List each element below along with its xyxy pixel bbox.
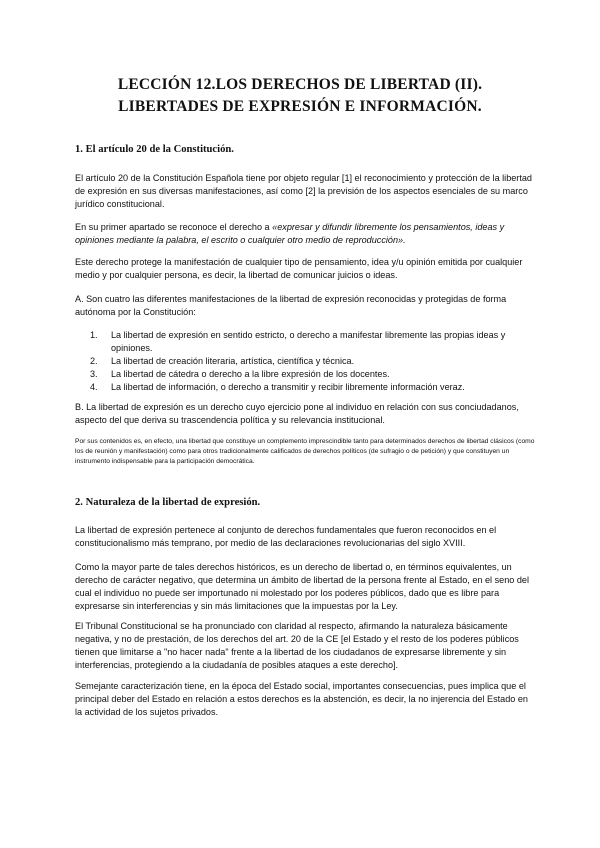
- section-2-paragraph-2: Como la mayor parte de tales derechos históricos, es un derecho de libertad o, en términos equivalentes, un derecho de carácter negativo, que determina un ámbito de libertad de la persona frente al Estado, en el seno del cual el individuo no puede ser importunado ni molestado por los poderes públicos, dado que es libre para expresarse sin interferencias y sin más limitaciones que la impuestas por la Ley.: [75, 562, 529, 611]
- lesson-title: [40, 74, 560, 118]
- constitutional-quote: «expresar y difundir libremente los pensamientos, ideas y opiniones mediante la palabra, el escrito o cualquier otro medio de reproducción».: [75, 222, 505, 245]
- list-item: 3. La libertad de cátedra o derecho a la libre expresión de los docentes.: [90, 369, 390, 379]
- section-2-paragraph-1: La libertad de expresión pertenece al conjunto de derechos fundamentales que fueron reconocidos en el constitucionalismo más temprano, por medio de las declaraciones revolucionarias del siglo XVIII.: [75, 525, 497, 548]
- section-1-paragraph-1: El artículo 20 de la Constitución Española tiene por objeto regular [1] el reconocimiento y protección de la libertad de expresión en sus diversas manifestaciones, así como [2] la previsión de los aspectos esenciales de su marco jurídico constitucional.: [75, 173, 532, 209]
- section-2-paragraph-3: El Tribunal Constitucional se ha pronunciado con claridad al respecto, afirmando la naturaleza básicamente negativa, y no de prestación, de los derechos del art. 20 de la CE [el Estado y el resto de los poderes públicos tienen que limitarse a "no hacer nada" frente a la libertad de los ciudadanos de expresarse libremente y sin interferencias, protegiendo a la ciudadanía de posibles ataques a este derecho].: [75, 621, 519, 670]
- section-2-heading: 2. Naturaleza de la libertad de expresión.: [75, 497, 261, 508]
- section-2-paragraph-4: Semejante caracterización tiene, en la época del Estado social, importantes consecuencias, pues implica que el principal deber del Estado en relación a estos derechos es la abstención, es decir, la no injerencia del Estado en la actividad de los sujetos privados.: [75, 681, 528, 717]
- manifestations-list: [90, 329, 535, 394]
- section-1-heading: 1. El artículo 20 de la Constitución.: [75, 144, 234, 155]
- list-item: 2. La libertad de creación literaria, artística, científica y técnica.: [90, 356, 355, 366]
- list-item: 4. La libertad de información, o derecho a transmitir y recibir libremente información veraz.: [90, 382, 465, 392]
- title-line-2: LIBERTADES DE EXPRESIÓN E INFORMACIÓN.: [118, 98, 482, 115]
- title-line-1: LECCIÓN 12.LOS DERECHOS DE LIBERTAD (II).: [117, 76, 483, 93]
- section-1-paragraph-3: Este derecho protege la manifestación de cualquier tipo de pensamiento, idea y/u opinión emitida por cualquier medio y por cualquier persona, es decir, la libertad de comunicar juicios o ideas.: [75, 257, 523, 280]
- list-item: 1. La libertad de expresión en sentido estricto, o derecho a manifestar libremente las propias ideas y opiniones.: [90, 330, 506, 353]
- section-1-paragraph-4: A. Son cuatro las diferentes manifestaciones de la libertad de expresión reconocidas y protegidas de forma autónoma por la Constitución:: [75, 294, 507, 317]
- paragraph-2-intro: En su primer apartado se reconoce el derecho a: [75, 222, 273, 232]
- section-1-paragraph-2: [75, 221, 537, 247]
- section-1-paragraph-6: Por sus contenidos es, en efecto, una libertad que constituye un complemento imprescindible tanto para determinados derechos de libertad clásicos (como los de reunión y manifestación) como para otros tradicionalmente calificados de derechos políticos (de sufragio o de petición) y que constituyen un instrumento indispensable para la participación democrática.: [75, 438, 535, 465]
- section-1-paragraph-5: B. La libertad de expresión es un derecho cuyo ejercicio pone al individuo en relación con sus conciudadanos, aspecto del que deriva su trascendencia política y su relevancia institucional.: [75, 402, 519, 425]
